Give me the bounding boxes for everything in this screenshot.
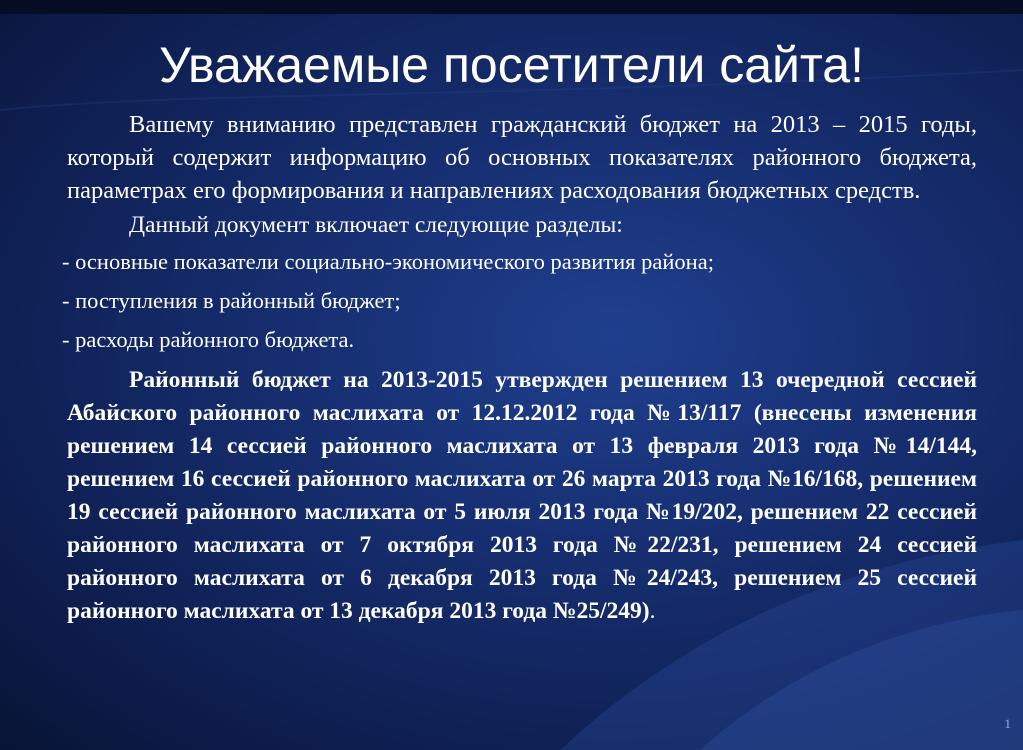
top-band xyxy=(0,0,1023,14)
budget-approval-text: Районный бюджет на 2013-2015 утвержден решением 13 очередной сессией Абайского районного маслихата от 12.12.2012 года №13/117 (внесены изменения решением 14 сессией районного маслихата от 13 февраля 2013 года №14/144, решением 16 сессией районного маслихата от 26 марта 2013 года №16/168, решением 19 сессией районного маслихата от 5 июля 2013 года №19/202, решением 22 сессией районного маслихата от 7 октября 2013 года №22/231, решением 24 сессией районного маслихата от 6 декабря 2013 года №24/243, решением 25 сессией районного маслихата от 13 декабря 2013 года №25/249) xyxy=(67,367,977,624)
slide-title: Уважаемые посетители сайта! xyxy=(159,37,864,93)
list-item: - основные показатели социально-экономического развития района; xyxy=(62,249,714,274)
list-item: - расходы районного бюджета. xyxy=(62,327,355,352)
slide-body xyxy=(62,108,977,628)
intro-paragraph: Вашему вниманию представлен гражданский бюджет на 2013 – 2015 годы, который содержит информацию об основных показателях районного бюджета, параметрах его формирования и направлениях расходования бюджетных средств. xyxy=(67,111,977,204)
list-item: - поступления в районный бюджет; xyxy=(62,288,401,313)
budget-approval-paragraph xyxy=(67,364,977,628)
slide-number: 1 xyxy=(1004,716,1011,731)
budget-approval-end: . xyxy=(649,598,656,624)
sections-intro: Данный документ включает следующие разделы: xyxy=(129,212,623,238)
sections-list xyxy=(62,242,977,359)
